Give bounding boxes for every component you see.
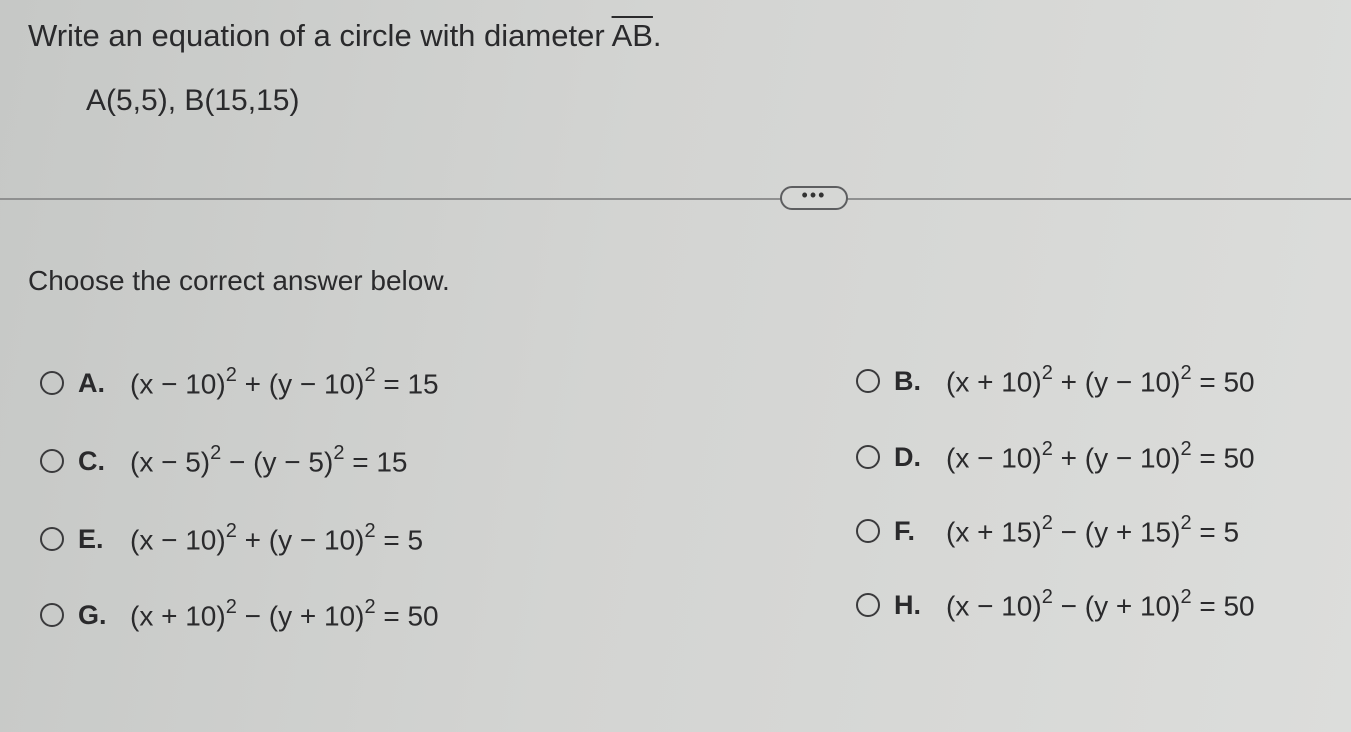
choice-expression xyxy=(130,522,423,556)
answer-prompt: Choose the correct answer below. xyxy=(28,265,450,296)
term-2: − (y + 10) xyxy=(236,600,365,632)
choice-expression xyxy=(946,440,1255,474)
choice-b[interactable] xyxy=(856,364,1255,398)
exponent-1: 2 xyxy=(1041,438,1053,460)
term-2: − (y − 5) xyxy=(221,446,334,478)
choice-expression xyxy=(946,364,1255,398)
exponent-1: 2 xyxy=(1041,586,1053,608)
exponent-1: 2 xyxy=(1041,512,1053,534)
radio-circle-icon[interactable] xyxy=(856,593,880,617)
choice-g[interactable] xyxy=(40,598,439,632)
right-side: = 50 xyxy=(1191,590,1255,622)
term-1: (x − 10) xyxy=(130,524,226,556)
diameter-segment: $\overline{AB}$ xyxy=(611,18,653,53)
choice-letter: H. xyxy=(894,589,921,620)
question-text xyxy=(28,18,662,54)
term-1: (x − 5) xyxy=(130,446,211,478)
term-2: − (y + 15) xyxy=(1052,516,1181,548)
exponent-2: 2 xyxy=(1180,512,1192,534)
question-text-start: Write an equation of a circle with diameter xyxy=(28,18,612,53)
radio-circle-icon[interactable] xyxy=(40,527,64,551)
term-1: (x + 15) xyxy=(946,516,1042,548)
term-1: (x − 10) xyxy=(946,590,1042,622)
exponent-2: 2 xyxy=(1180,438,1192,460)
right-side: = 5 xyxy=(375,524,424,556)
choice-expression xyxy=(130,444,408,478)
choice-expression xyxy=(946,588,1255,622)
exponent-2: 2 xyxy=(333,442,345,464)
choice-expression xyxy=(946,514,1239,548)
term-1: (x + 10) xyxy=(130,600,226,632)
right-side: = 5 xyxy=(1191,516,1240,548)
right-side: = 50 xyxy=(1191,442,1255,474)
term-2: − (y + 10) xyxy=(1052,590,1181,622)
term-1: (x − 10) xyxy=(130,368,226,400)
choice-e[interactable] xyxy=(40,522,423,556)
exponent-1: 2 xyxy=(1041,362,1053,384)
divider xyxy=(0,198,1351,200)
exponent-2: 2 xyxy=(1180,362,1192,384)
choice-d[interactable] xyxy=(856,440,1255,474)
exponent-2: 2 xyxy=(1180,586,1192,608)
term-2: + (y − 10) xyxy=(236,524,365,556)
radio-circle-icon[interactable] xyxy=(40,371,64,395)
choice-letter: E. xyxy=(78,523,104,554)
choice-letter: A. xyxy=(78,367,105,398)
choice-letter: B. xyxy=(894,365,921,396)
choice-f[interactable] xyxy=(856,514,1239,548)
right-side: = 50 xyxy=(375,600,439,632)
exponent-2: 2 xyxy=(364,364,376,386)
choice-letter: D. xyxy=(894,441,921,472)
exponent-1: 2 xyxy=(210,442,222,464)
radio-circle-icon[interactable] xyxy=(40,603,64,627)
choice-letter: G. xyxy=(78,599,107,630)
radio-circle-icon[interactable] xyxy=(40,449,64,473)
exponent-1: 2 xyxy=(225,364,237,386)
choice-letter: C. xyxy=(78,445,105,476)
choice-letter: F. xyxy=(894,515,916,546)
right-side: = 50 xyxy=(1191,366,1255,398)
right-side: = 15 xyxy=(375,368,439,400)
exponent-1: 2 xyxy=(225,596,237,618)
term-2: + (y − 10) xyxy=(236,368,365,400)
radio-circle-icon[interactable] xyxy=(856,445,880,469)
term-1: (x + 10) xyxy=(946,366,1042,398)
choice-h[interactable] xyxy=(856,588,1255,622)
question-text-end: . xyxy=(652,18,662,53)
choice-expression xyxy=(130,598,439,632)
choice-a[interactable] xyxy=(40,366,439,400)
choice-expression xyxy=(130,366,439,400)
right-side: = 15 xyxy=(344,446,408,478)
more-button[interactable]: ••• xyxy=(780,186,848,210)
radio-circle-icon[interactable] xyxy=(856,369,880,393)
exponent-2: 2 xyxy=(364,596,376,618)
given-points: A(5,5), B(15,15) xyxy=(86,84,300,117)
term-1: (x − 10) xyxy=(946,442,1042,474)
exponent-2: 2 xyxy=(364,520,376,542)
radio-circle-icon[interactable] xyxy=(856,519,880,543)
term-2: + (y − 10) xyxy=(1052,366,1181,398)
choice-c[interactable] xyxy=(40,444,408,478)
term-2: + (y − 10) xyxy=(1052,442,1181,474)
exponent-1: 2 xyxy=(225,520,237,542)
